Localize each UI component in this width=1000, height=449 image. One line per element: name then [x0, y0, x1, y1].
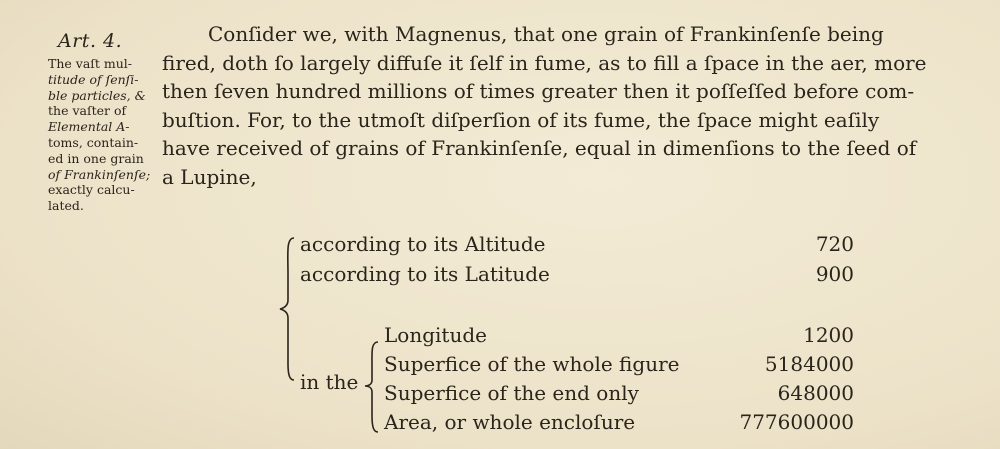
measure-label-longitude: Longitude [384, 323, 487, 347]
left-brace-icon [362, 336, 382, 436]
body-paragraph [162, 20, 977, 191]
marginal-note-line: lated. [48, 198, 84, 214]
left-brace-icon [278, 234, 298, 384]
marginal-note-line: titude of ſenſi- [48, 71, 139, 87]
article-heading: Art. 4. [58, 30, 123, 52]
measure-value-superfice-end: 648000 [777, 381, 854, 405]
measure-label-altitude: according to its Altitude [300, 232, 546, 256]
measure-value-area: 777600000 [739, 410, 854, 434]
body-line: Conſider we, with Magnenus, that one grain of Frankinſenſe being [208, 22, 884, 46]
marginal-note-line: toms, contain- [48, 134, 139, 150]
marginal-note-line: the vaſter of [48, 103, 127, 119]
measure-value-superfice-whole: 5184000 [764, 352, 854, 376]
measure-label-area: Area, or whole encloſure [384, 410, 636, 434]
in-the-label: in the [300, 370, 359, 394]
marginal-note-line: Elemental A- [48, 119, 130, 135]
body-line: then ſeven hundred millions of times greater then it poſſeſſed before com- [162, 79, 915, 103]
measure-value-altitude: 720 [815, 232, 854, 256]
body-line: buſtion. For, to the utmoſt diſperſion of its fume, the ſpace might eaſily [162, 107, 880, 132]
marginal-note-line: exactly calcu- [48, 182, 135, 198]
body-line: have received of grains of Frankinſenſe, equal in dimenſions to the ſeed of [162, 136, 917, 160]
measure-label-superfice-whole: Superfice of the whole figure [384, 352, 680, 376]
measure-value-latitude: 900 [815, 262, 854, 286]
marginal-note-line: ed in one grain [48, 150, 144, 166]
marginal-note-line: The vaſt mul- [48, 56, 133, 71]
marginal-note-line: of Frankinſenſe; [48, 166, 151, 182]
measure-value-longitude: 1200 [803, 323, 854, 347]
marginal-note [48, 56, 156, 214]
marginal-note-line: ble particles, & [48, 87, 146, 103]
measure-label-latitude: according to its Latitude [300, 262, 550, 286]
body-line: a Lupine, [162, 164, 257, 189]
body-line: fired, doth ſo largely diffuſe it ſelf in fume, as to fill a ſpace in the aer, more [162, 50, 927, 75]
measure-label-superfice-end: Superfice of the end only [384, 381, 639, 405]
